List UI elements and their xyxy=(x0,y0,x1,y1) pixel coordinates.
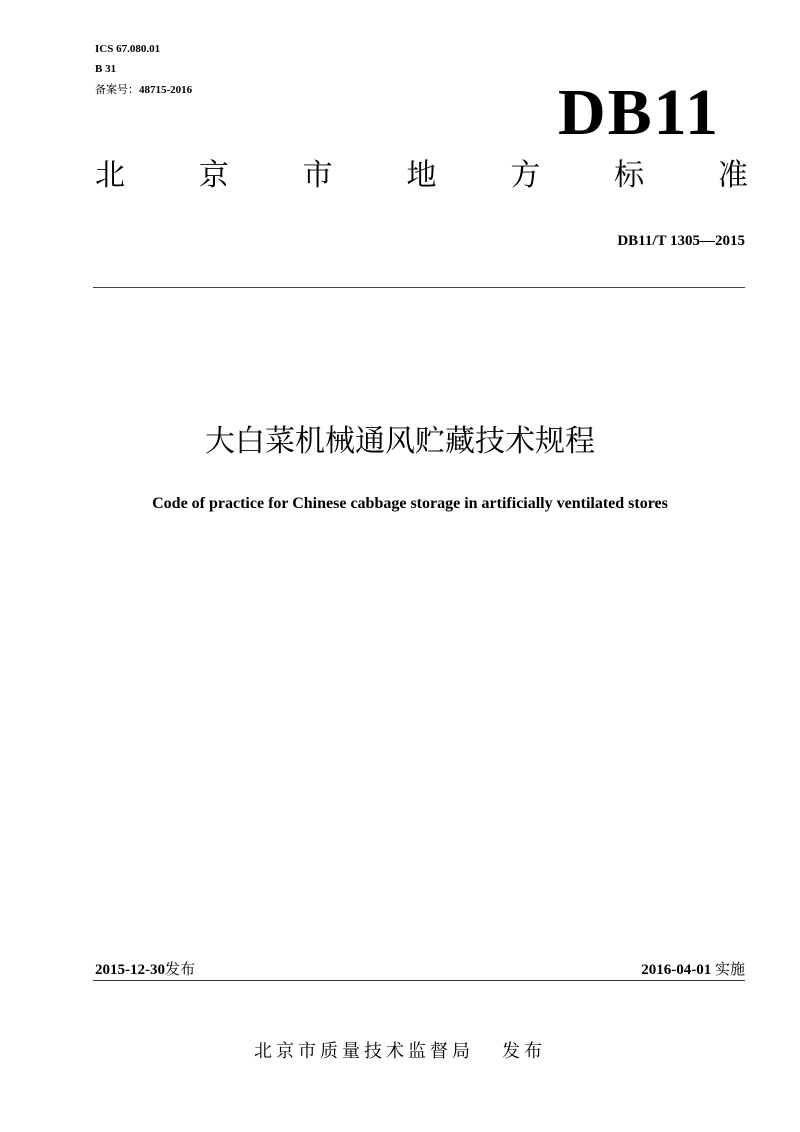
filing-number: 48715-2016 xyxy=(139,84,193,96)
issue-label: 发布 xyxy=(165,960,196,978)
standard-type-char: 京 xyxy=(198,158,229,193)
standard-type-char: 地 xyxy=(406,158,437,193)
document-title-chinese: 大白菜机械通风贮藏技术规程 xyxy=(205,424,595,459)
issue-date-line xyxy=(95,959,195,980)
implementation-label: 实施 xyxy=(714,960,745,978)
document-title-english: Code of practice for Chinese cabbage storage in artificially ventilated stores xyxy=(152,495,668,512)
filing-label: 备案号： xyxy=(95,83,139,96)
standard-type-char: 市 xyxy=(302,158,333,193)
standard-type-char: 标 xyxy=(614,158,645,193)
standard-type-char: 方 xyxy=(510,158,541,193)
issuer-line xyxy=(0,1040,800,1064)
standard-type-char: 准 xyxy=(717,158,748,193)
standard-mark: DB11 xyxy=(557,76,720,149)
standard-type-char: 北 xyxy=(95,158,125,193)
ics-code: ICS 67.080.01 xyxy=(95,43,161,55)
ccs-code: B 31 xyxy=(95,63,117,75)
implementation-date: 2016-04-01 xyxy=(641,962,712,978)
issuer-name: 北京市质量技术监督局 xyxy=(254,1041,474,1062)
issue-date: 2015-12-30 xyxy=(95,962,165,978)
implementation-date-line xyxy=(641,959,745,980)
standard-number: DB11/T 1305—2015 xyxy=(617,233,745,249)
header-divider xyxy=(93,287,745,288)
footer-divider xyxy=(93,980,745,981)
standard-type-heading xyxy=(95,158,748,194)
filing-record xyxy=(95,83,192,97)
issuer-action: 发布 xyxy=(502,1041,546,1062)
